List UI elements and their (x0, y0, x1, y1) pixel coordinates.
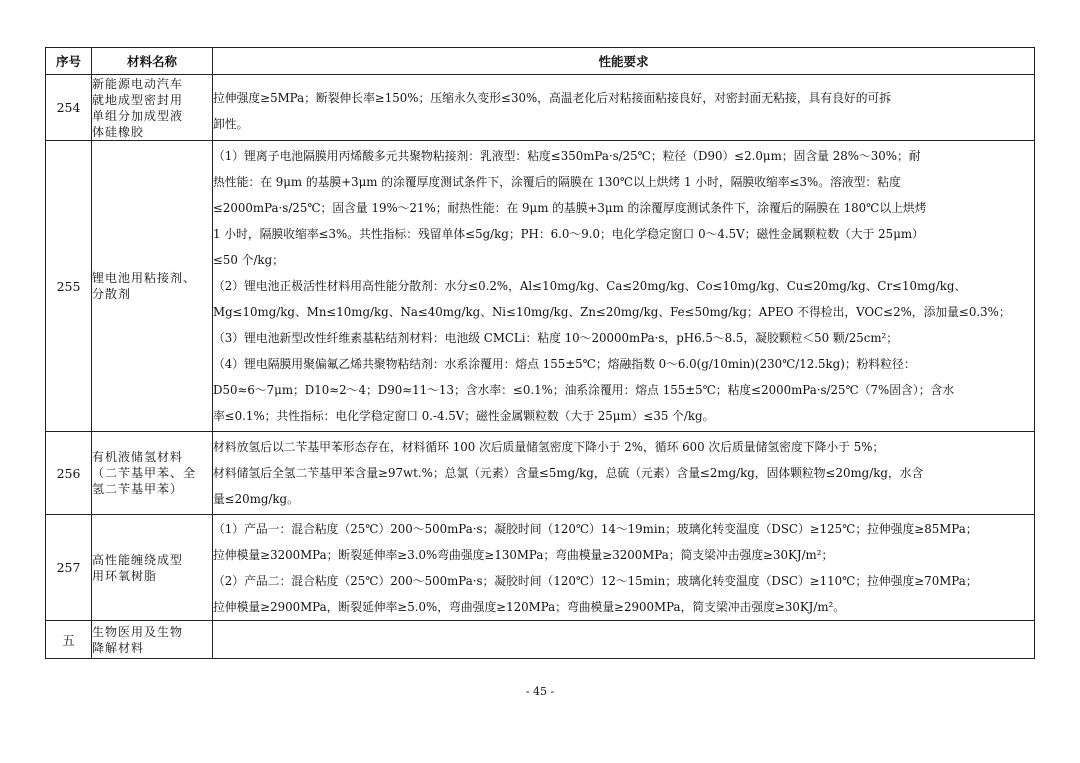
requirement-line: （1）锂离子电池隔膜用丙烯酸多元共聚物粘接剂：乳液型：粘度≤350mPa·s/25℃；粒径（D90）≤2.0μm；固含量 28%～30%；耐 (213, 149, 921, 163)
requirement-line: （1）产品一：混合粘度（25℃）200～500mPa·s；凝胶时间（120℃）14～19min；玻璃化转变温度（DSC）≥125℃；拉伸强度≥85MPa； (213, 521, 978, 536)
requirement-line: ≤50 个/kg； (213, 253, 284, 267)
requirement-line: 卸性。 (213, 116, 249, 131)
requirement-line: 拉伸强度≥5MPa；断裂伸长率≥150%；压缩永久变形≤30%，高温老化后对粘接面粘接良好，对密封面无粘接，具有良好的可拆 (213, 90, 892, 105)
material-name-line: 分散剂 (92, 287, 132, 301)
material-name-line: 体硅橡胶 (92, 124, 145, 139)
requirement-line: （3）锂电池新型改性纤维素基粘结剂材料：电池级 CMCLi：粘度 10～20000mPa·s，pH6.5～8.5，凝胶颗粒＜50 颗/25cm²； (213, 331, 899, 345)
header-performance-requirements: 性能要求 (213, 48, 1035, 75)
requirement-line: ≤2000mPa·s/25℃；固含量 19%～21%；耐热性能：在 9μm 的基膜+3μm 的涂覆厚度测试条件下，涂覆后的隔膜在 180℃以上烘烤 (213, 201, 927, 215)
requirement-line: （2）锂电池正极活性材料用高性能分散剂：水分≤0.2%，Al≤10mg/kg、Ca≤20mg/kg、Co≤10mg/kg、Cu≤20mg/kg、Cr≤10mg/kg、 (213, 279, 967, 293)
requirement-line: 拉伸模量≥2900MPa，断裂延伸率≥5.0%，弯曲强度≥120MPa；弯曲模量≥2900MPa，简支梁冲击强度≥30KJ/m²。 (213, 599, 846, 614)
performance-requirement-empty (213, 621, 1035, 659)
material-name (92, 515, 213, 621)
section-name (92, 621, 213, 659)
table-row-254 (46, 75, 1035, 141)
header-material-name: 材料名称 (92, 48, 213, 75)
requirement-line: 拉伸模量≥3200MPa；断裂延伸率≥3.0%弯曲强度≥130MPa；弯曲模量≥3200MPa；简支梁冲击强度≥30KJ/m²； (213, 547, 834, 562)
requirement-line: 材料放氢后以二苄基甲苯形态存在，材料循环 100 次后质量储氢密度下降小于 2%，循环 600 次后质量储氢密度下降小于 5%； (213, 440, 885, 454)
material-name-line: 高性能缠绕成型 (92, 552, 184, 567)
material-name (92, 432, 213, 515)
requirement-line: （4）锂电隔膜用聚偏氟乙烯共聚物粘结剂：水系涂覆用：熔点 155±5℃；熔融指数 0～6.0(g/10min)(230℃/12.5kg)；粉料粒径： (213, 357, 916, 371)
section-name-line: 降解材料 (92, 640, 145, 655)
section-number: 五 (46, 621, 92, 659)
requirement-line: （2）产品二：混合粘度（25℃）200～500mPa·s；凝胶时间（120℃）12～15min；玻璃化转变温度（DSC）≥110℃；拉伸强度≥70MPa； (213, 573, 978, 588)
material-name-line: 氢二苄基甲苯） (92, 482, 184, 496)
material-name-line: 有机液储氢材料 (92, 450, 184, 464)
row-number: 257 (46, 515, 92, 621)
section-row-biomedical (46, 621, 1035, 659)
material-name-line: 就地成型密封用 (92, 92, 184, 107)
requirement-line: 材料储氢后全氢二苄基甲苯含量≥97wt.%；总氯（元素）含量≤5mg/kg，总硫（元素）含量≤2mg/kg，固体颗粒物≤20mg/kg，水含 (213, 466, 924, 480)
document-page (45, 47, 1034, 659)
material-name-line: 新能源电动汽车 (92, 76, 184, 91)
material-name-line: （二苄基甲苯、全 (92, 466, 197, 480)
table-header-row (46, 48, 1035, 75)
requirement-line: 1 小时，隔膜收缩率≤3%。共性指标：残留单体≤5g/kg；PH：6.0～9.0；电化学稳定窗口 0～4.5V；磁性金属颗粒数（大于 25μm） (213, 227, 924, 241)
material-name-line: 锂电池用粘接剂、 (92, 271, 197, 285)
material-name (92, 141, 213, 432)
row-number: 256 (46, 432, 92, 515)
page-number: - 45 - (525, 685, 555, 698)
requirement-line: Mg≤10mg/kg、Mn≤10mg/kg、Na≤40mg/kg、Ni≤10mg/kg、Zn≤20mg/kg、Fe≤50mg/kg；APEO 不得检出，VOC≤2%，添加量≤0.3%； (213, 305, 1011, 319)
table-row-256 (46, 432, 1035, 515)
material-name-line: 单组分加成型液 (92, 108, 184, 123)
requirement-line: 热性能：在 9μm 的基膜+3μm 的涂覆厚度测试条件下，涂覆后的隔膜在 130℃以上烘烤 1 小时，隔膜收缩率≤3%。溶液型：粘度 (213, 175, 901, 189)
performance-requirement (213, 515, 1035, 621)
requirement-line: D50≈6～7μm；D10≈2～4；D90≈11～13；含水率：≤0.1%；油系涂覆用：熔点 155±5℃；粘度≤2000mPa·s/25℃（7%固含）；含水 (213, 383, 955, 397)
performance-requirement (213, 75, 1035, 141)
material-name-line: 用环氧树脂 (92, 568, 158, 583)
requirement-line: 率≤0.1%；共性指标：电化学稳定窗口 0.-4.5V；磁性金属颗粒数（大于 25μm）≤35 个/kg。 (213, 409, 715, 423)
section-name-line: 生物医用及生物 (92, 624, 184, 639)
performance-requirement (213, 141, 1035, 432)
requirement-line: 量≤20mg/kg。 (213, 492, 299, 506)
header-serial-number: 序号 (46, 48, 92, 75)
materials-spec-table (45, 47, 1035, 659)
table-row-257 (46, 515, 1035, 621)
table-row-255 (46, 141, 1035, 432)
performance-requirement (213, 432, 1035, 515)
row-number: 255 (46, 141, 92, 432)
row-number: 254 (46, 75, 92, 141)
material-name (92, 75, 213, 141)
